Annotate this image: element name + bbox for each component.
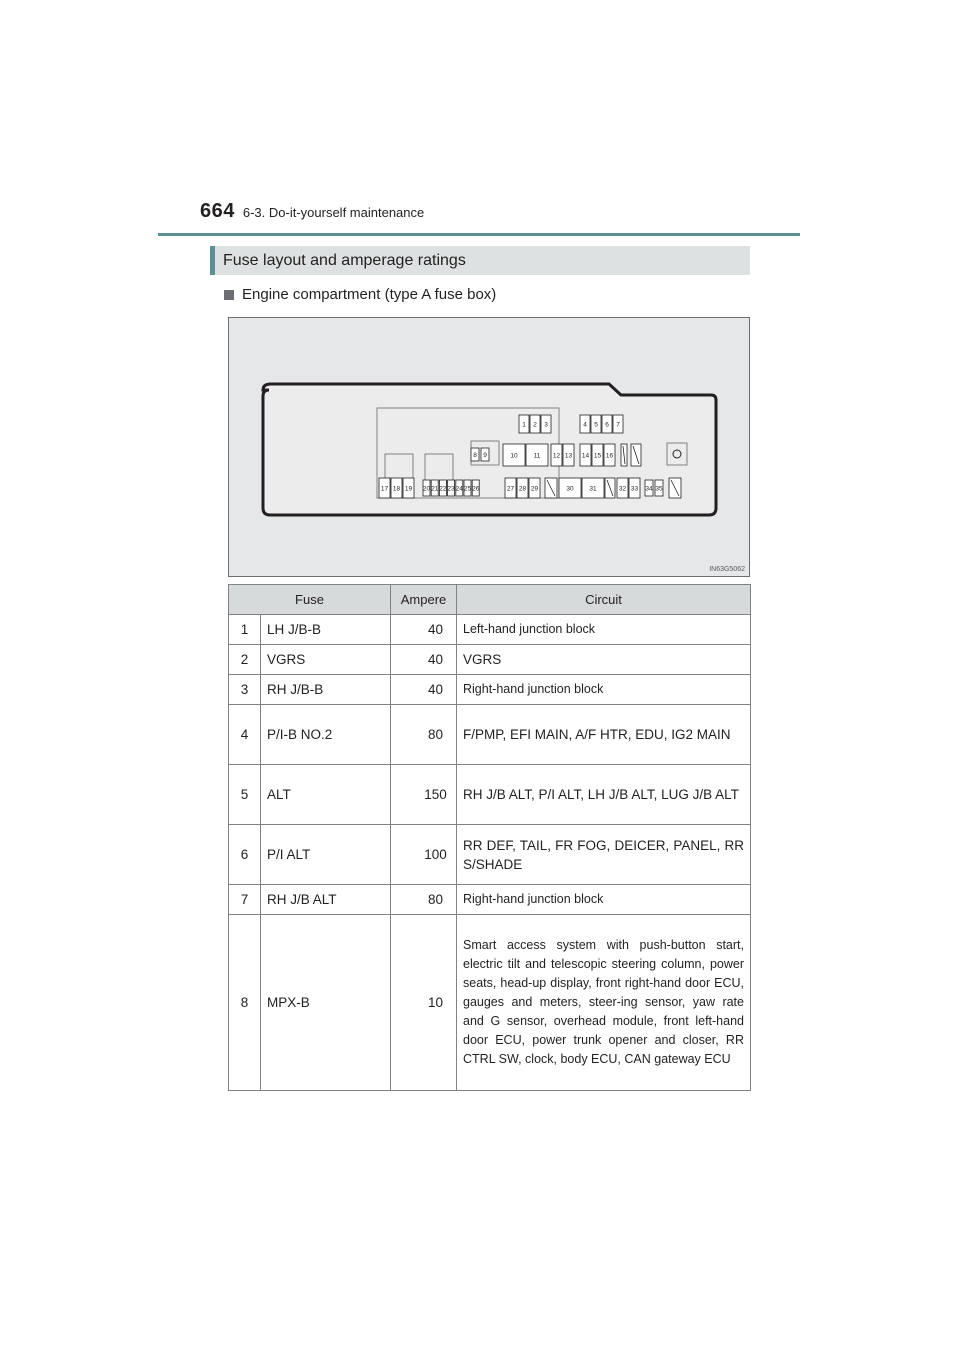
fuse-circuit: F/PMP, EFI MAIN, A/F HTR, EDU, IG2 MAIN xyxy=(457,705,751,765)
fuse-slot-label: 12 xyxy=(552,452,561,460)
fuse-ampere: 40 xyxy=(391,675,457,705)
fuse-circuit: Right-hand junction block xyxy=(457,885,751,915)
fuse-name: LH J/B-B xyxy=(261,615,391,645)
table-row xyxy=(229,765,751,825)
fuse-circuit: VGRS xyxy=(457,645,751,675)
fuse-name: P/I-B NO.2 xyxy=(261,705,391,765)
fuse-slot-label: 10 xyxy=(510,452,518,460)
fuse-box-figure xyxy=(228,317,750,577)
fuse-number: 4 xyxy=(229,705,261,765)
figure-code: IN63G5062 xyxy=(709,566,745,573)
fuse-ampere: 40 xyxy=(391,615,457,645)
fuse-slot-label: 6 xyxy=(605,421,609,429)
table-row xyxy=(229,675,751,705)
fuse-name: VGRS xyxy=(261,645,391,675)
fuse-slot-label: 17 xyxy=(380,485,389,493)
fuse-slot-label: 34 xyxy=(645,485,653,493)
fuse-circuit: RH J/B ALT, P/I ALT, LH J/B ALT, LUG J/B ALT xyxy=(457,765,751,825)
fuse-circuit: Right-hand junction block xyxy=(457,675,751,705)
fuse-slot-label: 1 xyxy=(522,421,526,429)
fuse-ampere: 150 xyxy=(391,765,457,825)
fuse-slot-label: 9 xyxy=(483,452,487,459)
fuse-slot-label: 8 xyxy=(473,452,477,459)
fuse-number: 1 xyxy=(229,615,261,645)
fuse-ampere: 80 xyxy=(391,705,457,765)
section-label: 6-3. Do-it-yourself maintenance xyxy=(242,205,425,220)
fuse-name: RH J/B-B xyxy=(261,675,391,705)
table-row xyxy=(229,885,751,915)
fuse-name: P/I ALT xyxy=(261,825,391,885)
fuse-slot-label: 28 xyxy=(518,485,527,493)
fuse-circuit: Left-hand junction block xyxy=(457,615,751,645)
fuse-name: ALT xyxy=(261,765,391,825)
section-title: Fuse layout and amperage ratings xyxy=(223,251,466,269)
fuse-box-diagram xyxy=(229,318,749,576)
subheading xyxy=(224,286,496,303)
header-fuse: Fuse xyxy=(229,585,391,615)
fuse-slot-label: 15 xyxy=(593,452,602,460)
square-bullet-icon xyxy=(224,290,234,300)
fuse-number: 2 xyxy=(229,645,261,675)
fuse-slot-label: 33 xyxy=(630,485,639,493)
header-circuit: Circuit xyxy=(457,585,751,615)
fuse-slot-label: 3 xyxy=(544,421,548,429)
subheading-text: Engine compartment (type A fuse box) xyxy=(242,286,497,303)
fuse-number: 5 xyxy=(229,765,261,825)
fuse-slot-label: 21 xyxy=(431,485,439,493)
table-row xyxy=(229,615,751,645)
table-row xyxy=(229,705,751,765)
fuse-circuit: Smart access system with push-button start, electric tilt and telescopic steering column, power seats, head-up display, front right-hand door ECU, gauges and meters, steer-ing sensor, yaw rate and G sensor, overhead module, front left-hand door ECU, power trunk opener and closer, RR CTRL SW, clock, body ECU, CAN gateway ECU xyxy=(457,915,751,1091)
fuse-ampere: 10 xyxy=(391,915,457,1091)
table-row xyxy=(229,825,751,885)
fuse-slot-label: 30 xyxy=(566,485,574,493)
fuse-slot-label: 5 xyxy=(594,421,598,429)
fuse-slot-label: 14 xyxy=(581,452,590,460)
fuse-slot-label: 20 xyxy=(422,485,431,493)
fuse-slot-label: 11 xyxy=(533,452,541,460)
fuse-name: RH J/B ALT xyxy=(261,885,391,915)
fuse-table xyxy=(228,584,751,1091)
page-number: 664 xyxy=(200,200,235,222)
fuse-number: 7 xyxy=(229,885,261,915)
header-ampere: Ampere xyxy=(391,585,457,615)
fuse-name: MPX-B xyxy=(261,915,391,1091)
fuse-slot-label: 4 xyxy=(583,421,587,429)
section-bar xyxy=(210,246,750,275)
fuse-slot-label: 35 xyxy=(655,485,663,493)
fuse-slot-label: 27 xyxy=(506,485,515,493)
fuse-slot-label: 18 xyxy=(392,485,401,493)
fuse-number: 3 xyxy=(229,675,261,705)
fuse-circuit: RR DEF, TAIL, FR FOG, DEICER, PANEL, RR S/SHADE xyxy=(457,825,751,885)
fuse-slot-label: 26 xyxy=(472,485,480,493)
fuse-slot-label: 22 xyxy=(439,485,447,493)
header-rule xyxy=(158,233,800,236)
fuse-slot-label: 13 xyxy=(564,452,573,460)
fuse-number: 8 xyxy=(229,915,261,1091)
fuse-ampere: 80 xyxy=(391,885,457,915)
fuse-slot-label: 32 xyxy=(618,485,627,493)
fuse-slot-label: 29 xyxy=(530,485,539,493)
fuse-slot-label: 2 xyxy=(533,421,537,429)
fuse-ampere: 100 xyxy=(391,825,457,885)
fuse-number: 6 xyxy=(229,825,261,885)
fuse-slot-label: 19 xyxy=(404,485,413,493)
fuse-slot-label: 25 xyxy=(463,485,472,493)
fuse-slot-label: 23 xyxy=(447,485,455,493)
fuse-slot-label: 31 xyxy=(589,485,597,493)
fuse-slot-label: 24 xyxy=(455,485,463,493)
page-header xyxy=(200,200,424,223)
fuse-slot-label: 7 xyxy=(616,421,620,429)
table-row xyxy=(229,645,751,675)
fuse-slot-label: 16 xyxy=(605,452,614,460)
fuse-ampere: 40 xyxy=(391,645,457,675)
table-row xyxy=(229,915,751,1091)
